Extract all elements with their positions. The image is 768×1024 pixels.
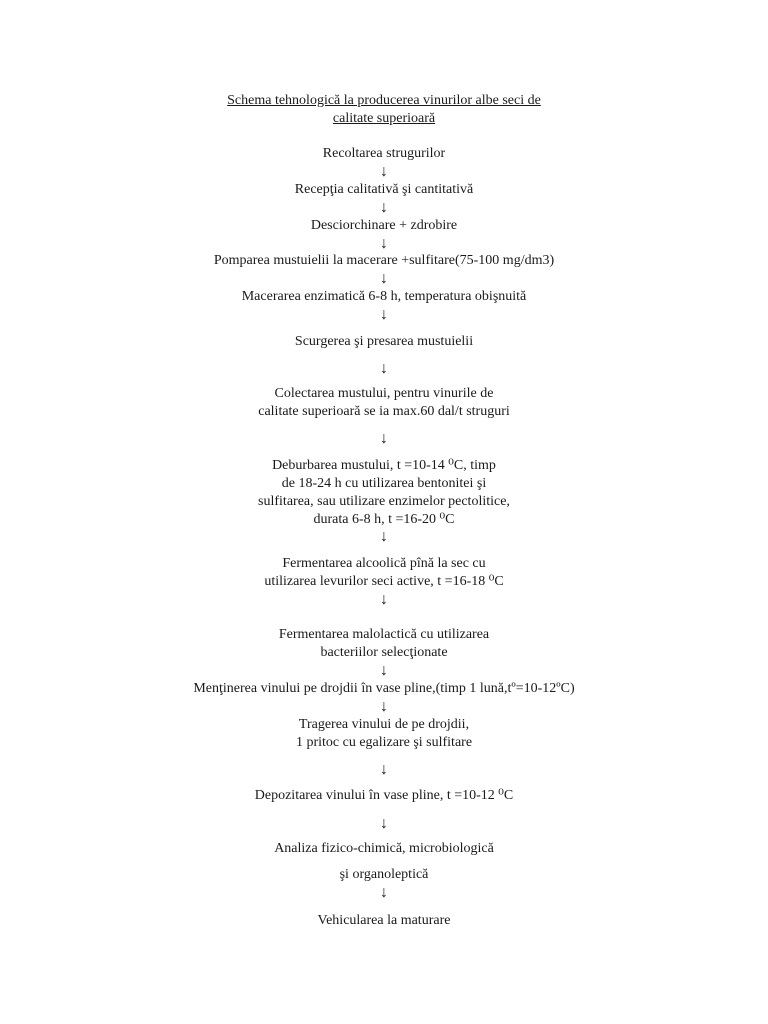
flow-arrow-icon: ↓ (380, 430, 388, 447)
step-alcoholic-fermentation-line-2: utilizarea levurilor seci active, t =16-18 ⁰C (264, 574, 504, 589)
step-settling-line-4: durata 6-8 h, t =16-20 ⁰C (313, 512, 455, 527)
step-settling-line-3: sulfitarea, sau utilizare enzimelor pectolitice, (258, 494, 510, 509)
document-title-line-1: Schema tehnologică la producerea vinurilor albe seci de (227, 93, 541, 108)
step-malolactic-fermentation-line-2: bacteriilor selecţionate (320, 645, 448, 660)
step-pumping: Pomparea mustuielii la macerare +sulfitare(75-100 mg/dm3) (213, 253, 555, 268)
step-settling-line-2: de 18-24 h cu utilizarea bentonitei şi (281, 476, 487, 491)
flow-arrow-icon: ↓ (380, 815, 388, 832)
step-must-collection-line-2: calitate superioară se ia max.60 dal/t struguri (258, 404, 510, 419)
step-racking-line-1: Tragerea vinului de pe drojdii, (298, 717, 470, 732)
step-storage: Depozitarea vinului în vase pline, t =10-12 ⁰C (254, 788, 514, 803)
flow-arrow-icon: ↓ (380, 591, 388, 608)
flow-arrow-icon: ↓ (380, 884, 388, 901)
flow-arrow-icon: ↓ (380, 761, 388, 778)
flow-arrow-icon: ↓ (380, 163, 388, 180)
step-alcoholic-fermentation-line-1: Fermentarea alcoolică pînă la sec cu (282, 556, 486, 571)
step-destemming: Desciorchinare + zdrobire (310, 218, 458, 233)
step-must-collection-line-1: Colectarea mustului, pentru vinurile de (274, 386, 494, 401)
step-analysis-line-2: şi organoleptică (339, 867, 429, 882)
step-malolactic-fermentation-line-1: Fermentarea malolactică cu utilizarea (278, 627, 490, 642)
flow-arrow-icon: ↓ (380, 306, 388, 323)
flow-arrow-icon: ↓ (380, 235, 388, 252)
flow-arrow-icon: ↓ (380, 662, 388, 679)
step-analysis-line-1: Analiza fizico-chimică, microbiologică (274, 841, 494, 856)
flow-arrow-icon: ↓ (380, 528, 388, 545)
document-title-line-2: calitate superioară (332, 111, 436, 126)
step-reception: Recepţia calitativă şi cantitativă (294, 182, 474, 197)
step-settling-line-1: Deburbarea mustului, t =10-14 ⁰C, timp (272, 458, 496, 473)
flow-arrow-icon: ↓ (380, 698, 388, 715)
flow-arrow-icon: ↓ (380, 270, 388, 287)
flow-arrow-icon: ↓ (380, 360, 388, 377)
step-pressing: Scurgerea şi presarea mustuielii (294, 334, 474, 349)
step-harvest: Recoltarea strugurilor (322, 146, 446, 161)
step-racking-line-2: 1 pritoc cu egalizare şi sulfitare (295, 735, 473, 750)
step-transfer-to-maturation: Vehicularea la maturare (317, 913, 451, 928)
step-maceration: Macerarea enzimatică 6-8 h, temperatura obişnuită (241, 289, 527, 304)
step-lees-contact: Menţinerea vinului pe drojdii în vase pline,(timp 1 lună,tº=10-12ºC) (193, 681, 575, 696)
flow-arrow-icon: ↓ (380, 199, 388, 216)
